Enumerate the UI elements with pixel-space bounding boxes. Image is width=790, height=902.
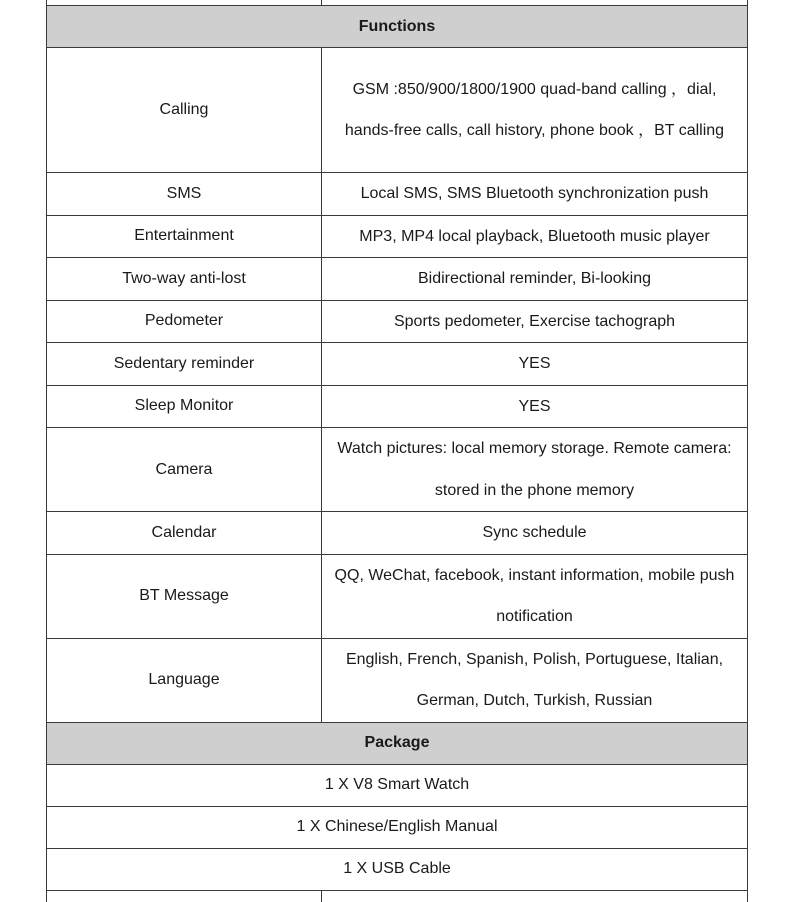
package-item: 1 X Chinese/English Manual xyxy=(47,806,748,848)
table-row xyxy=(47,638,748,722)
row-label-language: Language xyxy=(47,638,322,722)
table-row xyxy=(47,554,748,638)
row-label-entertainment: Entertainment xyxy=(47,215,322,258)
row-value-calling: GSM :850/900/1800/1900 quad-band calling ，dial, hands-free calls, call history, phone book ，BT calling xyxy=(322,48,748,173)
table-row xyxy=(47,428,748,512)
table-row xyxy=(47,300,748,343)
table-row xyxy=(47,806,748,848)
row-value-bt-message: QQ, WeChat, facebook, instant information, mobile push notification xyxy=(322,554,748,638)
spec-table xyxy=(46,0,748,902)
row-label-calendar: Calendar xyxy=(47,512,322,555)
row-label-pedometer: Pedometer xyxy=(47,300,322,343)
table-row xyxy=(47,848,748,890)
table-row xyxy=(47,512,748,555)
row-value-pedometer: Sports pedometer, Exercise tachograph xyxy=(322,300,748,343)
stub-cell xyxy=(47,890,322,902)
row-label-anti-lost: Two-way anti-lost xyxy=(47,258,322,301)
table-bottom-stub-row xyxy=(47,890,748,902)
row-value-sms: Local SMS, SMS Bluetooth synchronization push xyxy=(322,173,748,216)
functions-header: Functions xyxy=(47,6,748,48)
row-value-sedentary: YES xyxy=(322,343,748,386)
table-row xyxy=(47,385,748,428)
row-value-language: English, French, Spanish, Polish, Portuguese, Italian, German, Dutch, Turkish, Russian xyxy=(322,638,748,722)
row-label-calling: Calling xyxy=(47,48,322,173)
row-label-sms: SMS xyxy=(47,173,322,216)
package-item: 1 X V8 Smart Watch xyxy=(47,764,748,806)
table-row xyxy=(47,215,748,258)
row-label-camera: Camera xyxy=(47,428,322,512)
table-row xyxy=(47,173,748,216)
package-header-row xyxy=(47,722,748,764)
row-value-entertainment: MP3, MP4 local playback, Bluetooth music player xyxy=(322,215,748,258)
package-header: Package xyxy=(47,722,748,764)
row-value-calendar: Sync schedule xyxy=(322,512,748,555)
row-value-sleep: YES xyxy=(322,385,748,428)
table-row xyxy=(47,764,748,806)
row-label-bt-message: BT Message xyxy=(47,554,322,638)
stub-cell xyxy=(322,890,748,902)
package-item: 1 X USB Cable xyxy=(47,848,748,890)
table-row xyxy=(47,48,748,173)
row-value-anti-lost: Bidirectional reminder, Bi-looking xyxy=(322,258,748,301)
row-value-camera: Watch pictures: local memory storage. Remote camera: stored in the phone memory xyxy=(322,428,748,512)
functions-header-row xyxy=(47,6,748,48)
table-row xyxy=(47,343,748,386)
row-label-sleep: Sleep Monitor xyxy=(47,385,322,428)
row-label-sedentary: Sedentary reminder xyxy=(47,343,322,386)
table-row xyxy=(47,258,748,301)
